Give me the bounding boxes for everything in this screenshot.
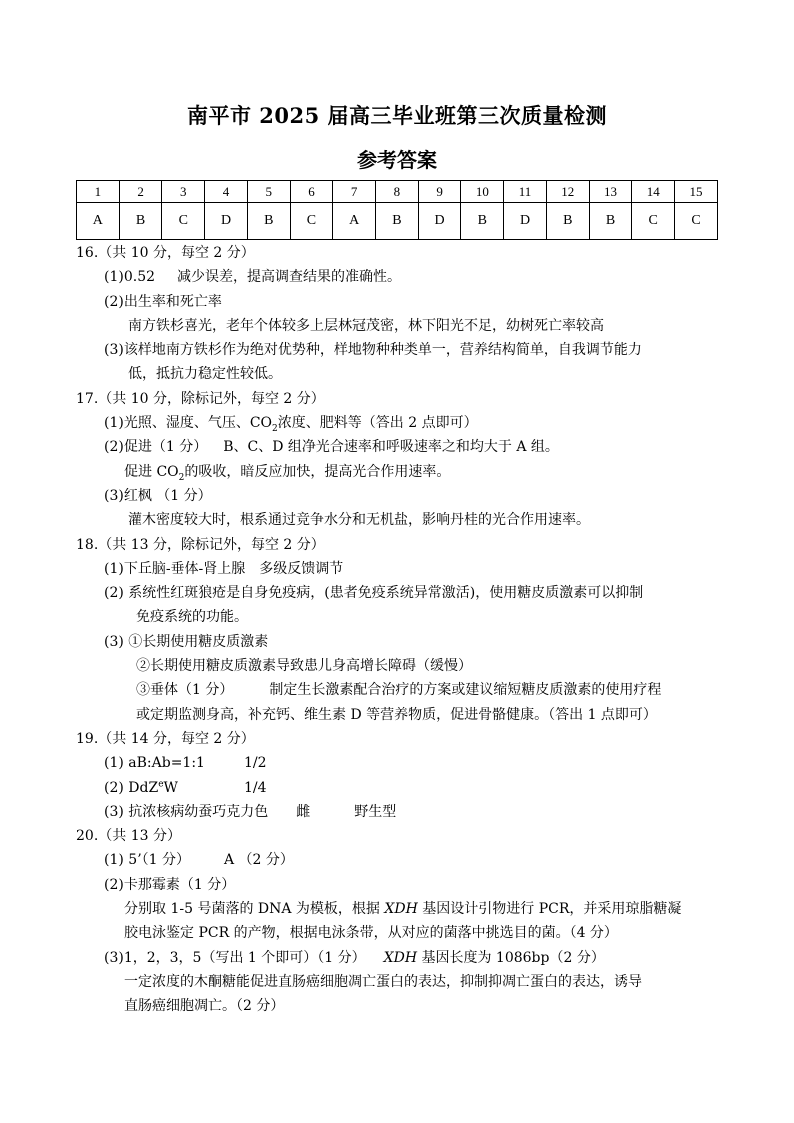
answer-cell: C — [632, 203, 675, 240]
answer-cell: B — [247, 203, 290, 240]
answer-cell: B — [589, 203, 632, 240]
question-number-cell: 9 — [418, 181, 461, 203]
question-number-cell: 6 — [290, 181, 333, 203]
q18-part3-line3 — [76, 678, 736, 702]
q17-part2-line2-subscript: 2 — [178, 472, 185, 483]
q17-part1-text-a: (1)光照、湿度、气压、CO — [104, 415, 273, 432]
question-number-cell: 2 — [119, 181, 162, 203]
q17-part2 — [76, 435, 736, 459]
q17-part2-line2 — [76, 460, 736, 484]
q17-part2-answer: (2)促进（1 分） — [104, 439, 208, 456]
q17-part1-subscript: 2 — [272, 423, 278, 434]
q17-part1-text-b: 浓度、肥料等（答出 2 点即可） — [277, 415, 478, 432]
q20-part3 — [76, 946, 736, 970]
question-number-cell: 4 — [205, 181, 248, 203]
q17-part3-detail: 灌木密度较大时，根系通过竞争水分和无机盐，影响丹桂的光合作用速率。 — [128, 512, 590, 529]
q17-part3: (3)红枫 （1 分） — [104, 487, 212, 504]
q18-part1: (1)下丘脑-垂体-肾上腺 多级反馈调节 — [104, 560, 344, 577]
q16-part2: (2)出生率和死亡率 — [104, 293, 222, 310]
q19-part2-genotype-tail: W — [163, 779, 178, 796]
q19-part1-ratio: (1) aB:Ab=1:1 — [104, 755, 205, 772]
q20-part3-length: 基因长度为 1086bp（2 分） — [417, 949, 605, 966]
q17-part2-line2-a: 促进 CO — [124, 463, 179, 480]
answer-cell: C — [675, 203, 718, 240]
page-subtitle: 参考答案 — [357, 148, 437, 172]
q19-part2-superscript: e — [158, 778, 164, 789]
q20-part3-colonies: (3)1，2，3，5（写出 1 个即可）（1 分） — [104, 949, 366, 966]
question-number-cell: 3 — [162, 181, 205, 203]
page-title: 南平市 2025 届高三毕业班第三次质量检测 — [186, 103, 608, 128]
answer-cell: B — [376, 203, 419, 240]
q20-part2-gene: XDH — [384, 901, 418, 918]
q20-part3-line3: 直肠癌细胞凋亡。（2 分） — [124, 998, 285, 1015]
q20-part3-gene: XDH — [383, 949, 418, 966]
q19-part3-phenotype: (3) 抗浓核病幼蚕巧克力色 — [104, 803, 269, 820]
question-number-row — [77, 181, 718, 203]
q18-part3-line1: (3) ①长期使用糖皮质激素 — [104, 633, 269, 650]
q20-part2: (2)卡那霉素（1 分） — [104, 876, 236, 893]
q20-part2-line2-b: 基因设计引物进行 PCR，并采用琼脂糖凝 — [417, 901, 682, 918]
q19-part2 — [76, 776, 736, 800]
q17-part2-reason: B、C、D 组净光合速率和呼吸速率之和均大于 A 组。 — [223, 439, 559, 456]
q19-part1 — [76, 751, 736, 775]
question-number-cell: 1 — [77, 181, 120, 203]
question-number-cell: 5 — [247, 181, 290, 203]
q20-part1-end: (1) 5’（1 分） — [104, 852, 190, 869]
q19-part2-genotype-a: (2) DdZ — [104, 779, 159, 796]
answer-cell: D — [504, 203, 547, 240]
answer-row — [77, 203, 718, 240]
q19-part2-genotype — [104, 776, 244, 800]
question-number-cell: 7 — [333, 181, 376, 203]
question-number-cell: 10 — [461, 181, 504, 203]
answer-body — [76, 241, 736, 1019]
answer-cell: B — [119, 203, 162, 240]
q17-part1 — [76, 411, 736, 435]
answer-cell: C — [290, 203, 333, 240]
q16-part1-reason: 减少误差，提高调查结果的准确性。 — [177, 269, 402, 286]
question-number-cell: 12 — [546, 181, 589, 203]
q20-part2-line2-a: 分别取 1-5 号菌落的 DNA 为模板，根据 — [124, 901, 385, 918]
q16-part1 — [76, 265, 736, 289]
q20-part3-line2: 一定浓度的木酮糖能促进直肠癌细胞凋亡蛋白的表达，抑制抑凋亡蛋白的表达，诱导 — [124, 973, 642, 990]
q20-part2-line2 — [76, 897, 736, 921]
q17-part2-line2-b: 的吸收，暗反应加快，提高光合作用速率。 — [184, 463, 451, 480]
q19-part3-sex: 雌 — [296, 803, 311, 820]
answer-cell: C — [162, 203, 205, 240]
q18-part3-line3-a: ③垂体（1 分） — [136, 682, 234, 699]
question-number-cell: 14 — [632, 181, 675, 203]
q20-part1 — [76, 848, 736, 872]
q19-heading: 19.（共 14 分，每空 2 分） — [76, 730, 255, 747]
q16-part3-line1: (3)该样地南方铁杉作为绝对优势种，样地物种种类单一，营养结构简单，自我调节能力 — [104, 342, 642, 359]
q20-part2-line3: 胶电泳鉴定 PCR 的产物，根据电泳条带，从对应的菌落中挑选目的菌。（4 分） — [124, 925, 618, 942]
q17-heading: 17.（共 10 分，除标记外，每空 2 分） — [76, 390, 325, 407]
question-number-cell: 13 — [589, 181, 632, 203]
q18-part3-line4: 或定期监测身高，补充钙、维生素 D 等营养物质，促进骨骼健康。（答出 1 点即可） — [136, 706, 657, 723]
q18-part2-line2: 免疫系统的功能。 — [136, 609, 248, 626]
q18-part2-line1: (2) 系统性红斑狼疮是自身免疫病，(患者免疫系统异常激活)，使用糖皮质激素可以抑制 — [104, 585, 644, 602]
answer-cell: A — [333, 203, 376, 240]
q16-part3-line2: 低，抵抗力稳定性较低。 — [128, 366, 282, 383]
q16-part2-detail: 南方铁杉喜光，老年个体较多上层林冠茂密，林下阳光不足，幼树死亡率较高 — [128, 317, 604, 334]
q20-part1-answer: A （2 分） — [224, 852, 294, 869]
q18-part3-line3-b: 制定生长激素配合治疗的方案或建议缩短糖皮质激素的使用疗程 — [269, 682, 662, 699]
q19-part3-type: 野生型 — [354, 803, 397, 820]
answer-table — [76, 180, 718, 240]
q19-part2-prob: 1/4 — [244, 779, 267, 796]
q16-part1-value: (1)0.52 — [104, 269, 156, 286]
question-number-cell: 11 — [504, 181, 547, 203]
answer-cell: D — [205, 203, 248, 240]
q18-heading: 18.（共 13 分，除标记外，每空 2 分） — [76, 536, 325, 553]
answer-cell: A — [77, 203, 120, 240]
answer-cell: B — [461, 203, 504, 240]
answer-cell: B — [546, 203, 589, 240]
q16-heading: 16.（共 10 分，每空 2 分） — [76, 245, 255, 261]
q20-heading: 20.（共 13 分） — [76, 828, 181, 845]
q18-part3-line2: ②长期使用糖皮质激素导致患儿身高增长障碍（缓慢） — [136, 658, 472, 675]
question-number-cell: 8 — [376, 181, 419, 203]
question-number-cell: 15 — [675, 181, 718, 203]
q19-part1-prob: 1/2 — [244, 755, 267, 772]
q19-part3 — [76, 800, 736, 824]
answer-cell: D — [418, 203, 461, 240]
